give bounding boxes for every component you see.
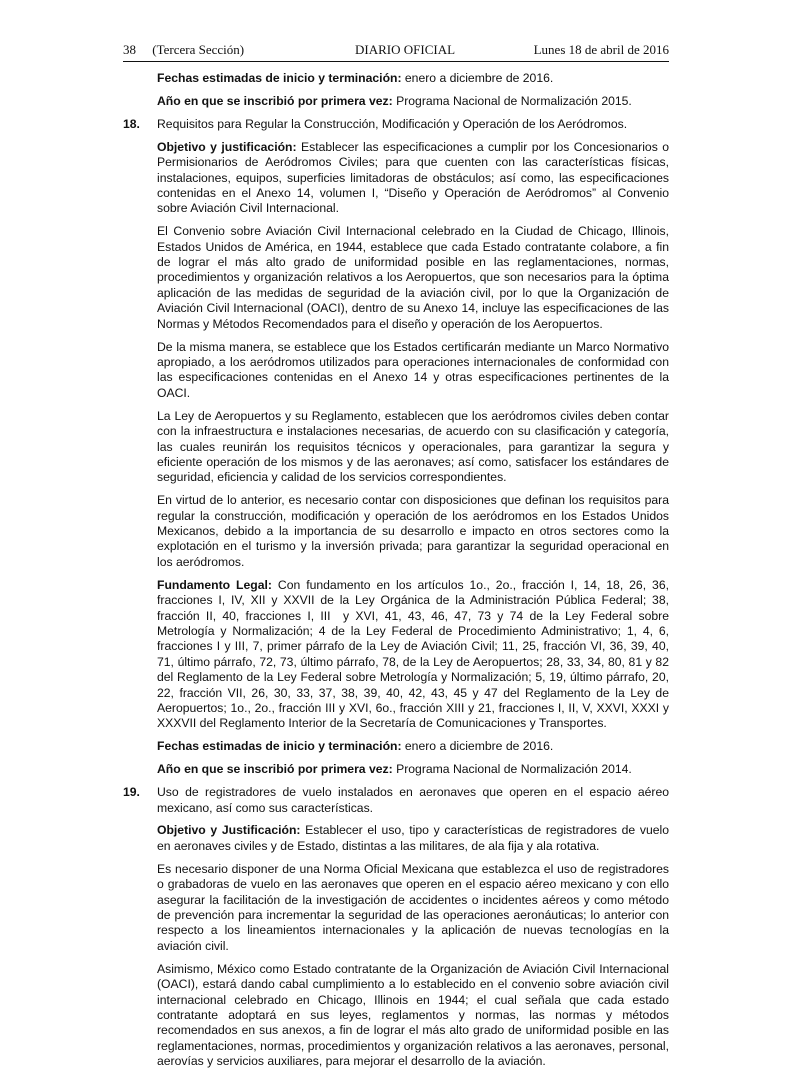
body-paragraph: Es necesario disponer de una Norma Oficial Mexicana que establezca el uso de registradores o grabadoras de vuelo en las aeronaves que operen en el espacio aéreo mexicano y con ello asegurar la facilitación de la investigación de accidentes o incidentes aéreos y como método de prevención para incrementar la seguridad de las operaciones aeronáuticas; lo anterior con respecto a los lineamientos internacionales y la aplicación de nuevas tecnologías en la aviación civil.: [157, 861, 669, 953]
page-header: [123, 39, 669, 62]
body-paragraph: El Convenio sobre Aviación Civil Internacional celebrado en la Ciudad de Chicago, Illinois, Estados Unidos de América, en 1944, establece que cada Estado contratante colabore, a fin de lograr el más alto grado de uniformidad posible en las reglamentaciones, normas, procedimientos y organización relativos a los Aeropuertos, que son necesarios para la óptima aplicación de las medidas de seguridad de la aviación civil, por lo que la Organización de Aviación Civil Internacional (OACI), dentro de su Anexo 14, incluye las especificaciones de las Normas y Métodos Recomendados para el diseño y operación de los Aeropuertos.: [157, 224, 669, 331]
fechas-paragraph: [123, 739, 669, 754]
item-19-heading: [123, 785, 669, 816]
item-number: 19.: [123, 785, 140, 800]
document-body: [123, 71, 673, 1077]
publication-date: Lunes 18 de abril de 2016: [533, 42, 669, 57]
fechas-label: Fechas estimadas de inicio y terminación:: [157, 71, 402, 85]
anio-value: Programa Nacional de Normalización 2014.: [392, 762, 632, 777]
item-number: 18.: [123, 116, 140, 131]
fundamento-text: Con fundamento en los artículos 1o., 2o., fracción I, 14, 18, 26, 36, fracciones I, IV, XII y XXVII de la Ley Orgánica de la Administración Pública Federal; 38, fracción II, 40, fracciones I, III y XVI, 41, 43, 46, 47, 73 y 74 de la Ley Federal sobre Metrología y Normalización; 4 de la Ley Federal de Procedimiento Administrativo; 1, 4, 6, fracciones I y III, 7, primer párrafo de la Ley de Aviación Civil; 11, 25, fracción VI, 36, 39, 40, 71, último párrafo, 72, 73, último párrafo, 78, de la Ley de Aeropuertos; 28, 33, 34, 80, 81 y 82 del Reglamento de la Ley Federal sobre Metrología y Normalización; 5, 19, último párrafo, 20, 22, fracción VII, 26, 30, 33, 37, 38, 39, 40, 42, 43, 45 y 47 del Reglamento de la Ley de Aeropuertos; 1o., 2o., fracción III y XVI, 6o., fracción XIII y 21, fracciones I, II, V, XXVI, XXXI y XXXVII del Reglamento Interior de la Secretaría de Comunicaciones y Transportes.: [157, 577, 673, 731]
body-paragraph: La Ley de Aeropuertos y su Reglamento, establecen que los aeródromos civiles deben contar con la infraestructura e instalaciones necesarias, de acuerdo con su clasificación y categoría, las cuales reunirán los requisitos técnicos y operacionales, para garantizar la segura y eficiente operación de los mismos y de las aeronaves; así como, satisfacer los estándares de seguridad, eficiencia y calidad de los servicios correspondientes.: [157, 408, 669, 485]
fechas-paragraph: [123, 71, 669, 86]
body-paragraph: En virtud de lo anterior, es necesario contar con disposiciones que definan los requisitos para regular la construcción, modificación y operación de los aeródromos en los Estados Unidos Mexicanos, debido a la importancia de su desarrollo e impacto en otros sectores como la explotación en el turismo y la inversión privada; para garantizar la seguridad operacional en los aeródromos.: [157, 493, 669, 569]
item-title: Uso de registradores de vuelo instalados en aeronaves que operen en el espacio aéreo mexicano, así como sus características.: [157, 785, 669, 815]
objetivo-text: Establecer las especificaciones a cumplir por los Concesionarios o Permisionarios de Aeródromos Civiles; para que cuenten con las características físicas, instalaciones, equipos, superficies limitadoras de obstáculos; así como, las especificaciones contenidas en el Anexo 14, volumen I, “Diseño y Operación de Aeródromos” al Convenio sobre Aviación Civil Internacional.: [157, 139, 669, 216]
anio-paragraph: [123, 94, 669, 109]
anio-value: Programa Nacional de Normalización 2015.: [392, 93, 632, 108]
anio-paragraph: [123, 762, 669, 777]
objetivo-paragraph: [123, 140, 669, 217]
body-paragraph: Asimismo, México como Estado contratante de la Organización de Aviación Civil Internacional (OACI), estará dando cabal cumplimiento a lo establecido en el convenio sobre aviación civil internacional celebrado en Chicago, Illinois en 1944; el cual señala que cada estado contratante adoptará en sus leyes, reglamentos y normas, las normas y métodos recomendados en sus anexos, a fin de lograr el más alto grado de uniformidad posible en las reglamentaciones, normas, procedimientos y organización relativos a las aeronaves, personal, aerovías y servicios auxiliares, para mejorar el desarrollo de la aviación.: [157, 961, 669, 1069]
fundamento-label: Fundamento Legal:: [157, 577, 272, 592]
page-number-section: 38 (Tercera Sección): [123, 42, 245, 57]
objetivo-paragraph: [123, 823, 669, 854]
fechas-value: enero a diciembre de 2016.: [401, 71, 554, 85]
fechas-label: Fechas estimadas de inicio y terminación:: [157, 739, 402, 754]
anio-label: Año en que se inscribió por primera vez:: [157, 93, 393, 108]
publication-title: DIARIO OFICIAL: [355, 42, 456, 57]
item-title: Requisitos para Regular la Construcción, Modificación y Operación de los Aeródromos.: [157, 116, 628, 131]
objetivo-text: Establecer el uso, tipo y características de registradores de vuelo en aeronaves civiles y de Estado, distintas a las militares, de ala fija y ala rotativa.: [157, 823, 669, 853]
item-18-heading: [123, 117, 669, 132]
body-paragraph: De la misma manera, se establece que los Estados certificarán mediante un Marco Normativo apropiado, a los aeródromos utilizados para operaciones internacionales de conformidad con las especificaciones contenidas en el Anexo 14 y otras especificaciones pertinentes de la OACI.: [157, 339, 669, 400]
objetivo-label: Objetivo y Justificación:: [157, 823, 301, 838]
fechas-value: enero a diciembre de 2016.: [401, 739, 554, 754]
objetivo-label: Objetivo y justificación:: [157, 139, 297, 154]
anio-label: Año en que se inscribió por primera vez:: [157, 762, 393, 777]
fundamento-paragraph: [123, 577, 673, 732]
